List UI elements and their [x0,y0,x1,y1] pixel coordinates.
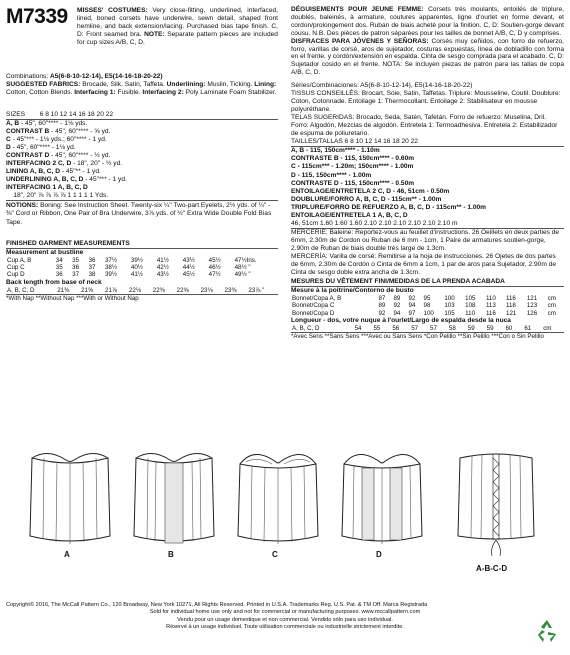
table-row: A, B, C, D 21⅜ 21⅝ 21⅞ 22⅛ 22⅜ 22⅝ 23⅛ 23⅜ 23⅞ " [7,286,265,294]
header-block [6,6,278,56]
back-length-table [6,287,278,295]
table-row: Bonnet/Copa A, B 87 89 92 95 100 105 110 116 121 cm [292,294,556,302]
yardage-row: A, B - 115, 150cm**** - 1.10m [291,147,380,155]
copyright: Copyright© 2016, The McCall Pattern Co., 120 Broadway, New York 10271, All Rights Reserved. Printed in U.S.A. Trademarks Reg. U.S. Pat. & TM Off. Marca Registrada [6,602,428,608]
underlining-label: Underlining: [166,81,206,89]
yardage-row: C - 45"*** - 1⅛ yds.; 60"**** - 1 yd. [6,136,107,144]
yardage-row: UNDERLINING A, B, C, D - 45"*** - 1 yd. [6,176,127,184]
interfacing2-text: Poly Laminate Foam Stabilizer. [185,89,277,97]
yardage-row: 18", 20" ⅞ ⅞ ⅞ ⅞ 1 1 1 1 1 Yds. [6,192,278,201]
yardage-row: INTERFACING 1 A, B, C, D [6,184,88,192]
measurements-title-fr: MESURES DU VÊTEMENT FINI/MEDIDAS DE LA PRENDA ACABADA [291,277,505,285]
view-illustrations [6,444,564,584]
footer [6,602,564,631]
yardage-row: LINING A, B, C, D - 45"** - 1 yd. [6,168,101,176]
mercerie: MERCERIE: Baleine: Reportez-vous au feuillet d'instructions. 26 Oeillets en deux parties de 6mm, 2.30m de Cordon ou Ruban de 6 mm - 1cm, 1 Paire de armatures soutien-gorge, 2.90m de Ruban de biais double très large de 1.3cm. [291,228,560,252]
yardage-row: CONTRAST B - 45", 60"**** - ⅝ yd. [6,128,111,136]
spanish-description [291,38,564,78]
bustline-label-fr: Mesure à la poitrine/Contorno de busto [291,286,414,294]
notions-label: NOTIONS: [6,202,39,210]
french-description [291,6,564,38]
french-spanish-column [291,6,564,341]
yardage-row: CONTRASTE B - 115, 150cm**** - 0.60m [291,155,415,163]
yardage-row: ENTOILAGE/ENTRETELA 1 A, B, C, D [291,211,408,219]
bustline-table-fr [291,295,564,317]
lining-text: Cotton, Cotton Blends. [6,89,73,97]
english-column [6,6,278,302]
footer-line: Vendu pour un usage domestique et non commercial. Vendido sólo para uso individual. [177,616,393,623]
merceria: MERCERÍA: Varilla de corsé: Remitirse a la hoja de instrucciones. 26 Ojetes de dos partes de 6mm, 2.30m de Cordón o Cinta de 6mm a 1cm, 1 par de aros para Sujetador, 2.90m de Cinta de sesgo doble extra ancha de 1.3cm. [291,252,556,276]
yardage-row: C - 115cm*** - 1.20m; 150cm**** - 1.00m [291,163,414,171]
interfacing1-label: Interfacing 1: [74,89,116,97]
yardage-row: D - 115, 150cm**** - 1.00m [291,171,372,179]
notions [6,202,278,226]
nap-note-fr: *Avec Sens **Sans Sens ***Avec ou Sans Sens *Con Pelillo **Sin Pelillo ***Con o Sin Pelillo [291,333,544,341]
corset-view-a [24,444,116,549]
finished-measurements-fr [291,278,564,341]
combinations-fr: Séries/Combinaciones: A5(6-8-10-12-14), E5(14-16-18-20-22) [291,82,473,90]
bustline-label: Measurement at bustline [6,248,84,256]
table-row: Bonnet/Copa D 92 94 97 100 105 110 116 121 126 cm [292,309,556,317]
spanish-fabrics: TELAS SUGERIDAS: Brocado, Seda, Satén, Tafetán. Forro de refuerzo: Muselina, Dril. Forro: Algodón, Mezclas de algodón. Entretela 1: Termoadhesiva. Entretela 2: Estabilizador de espuma de poliuretano. [291,114,558,138]
table-row: A, B, C, D 54 55 56 57 57 58 59 59 60 61 cm [292,324,552,332]
lining-label: Lining: [254,81,277,89]
view-label-b: B [168,550,174,559]
nap-note: *With Nap **Without Nap ***With or Without Nap [6,294,139,302]
finished-measurements [6,240,278,303]
combinations-label: Combinations: [6,73,49,80]
table-row: Bonnet/Copa C 89 92 94 98 103 108 113 118 123 cm [292,302,556,310]
fabrics-text: Brocade, Silk, Satin, Taffeta. [82,81,165,89]
note-text: Separate pattern pieces are included for cup sizes A/B, C, D. [77,30,278,46]
spanish-title: DISFRACES PARA JÓVENES Y SEÑORAS: [291,37,429,45]
yardage-row: D - 45", 60"**** - 1⅛ yd. [6,144,76,152]
notions-text: Boning: See Instruction Sheet. Twenty-six ¼" Two-part Eyelets, 2½ yds. of ¼" - ⅜" Cord or Ribbon, One Pair of Bra Underwire, 3⅞ yds. of ½" Extra Wide Double Fold Bias Tape. [6,202,272,226]
yardage-row: TAILLES/TALLAS 6 8 10 12 14 16 18 20 22 [291,138,564,147]
yardage-row: DOUBLURE/FORRO A, B, C, D - 115cm** - 1.00m [291,195,442,203]
french-text: Corsets très moulants, entoilés de triplure, doublés, baleinés, à armature, coutures apparentes, ligne d'ourlet en forme devant, et cordon/prolongement dos. Ruban de biais acheté pour la finition. C, D: Soutien-gorge devant cousu. N.B. Des pièces de patron séparées pour les tailles de bonnet A/B, C, D y comprises. [291,6,564,37]
footer-line: Sold for individual home use only and not for commercial or manufacturing purposes. www.mccallpattern.com [149,609,421,616]
yardage-row: CONTRAST D - 45", 60"**** - ½ yd. [6,152,111,160]
yardage-chart [6,111,278,201]
corset-back-view [450,444,542,559]
back-length-table-fr [291,325,564,333]
interfacing2-label: Interfacing 2: [142,89,184,97]
combinations-value: A5(6-8-10-12-14), E5(14-16-18-20-22) [50,73,163,80]
fabrics-label: SUGGESTED FABRICS: [6,81,81,89]
underlining-text: Muslin, Ticking. [207,81,253,89]
description [77,7,278,47]
view-label-back: A-B-C-D [476,564,508,573]
yardage-row: A, B - 45", 60"**** - 1⅛ yds. [6,120,88,128]
combinations [6,73,278,81]
yardage-row: ENTOILAGE/ENTRETELA 2 C, D - 46, 51cm - 0.50m [291,187,450,195]
view-label-d: D [376,550,382,559]
suggested-fabrics [6,81,278,97]
yardage-row: SIZES 6 8 10 12 14 16 18 20 22 [6,111,278,120]
corset-view-c [232,444,324,549]
view-label-c: C [272,550,278,559]
metric-yardage-chart [291,138,564,228]
french-title: DÉGUISEMENTS POUR JEUNE FEMME: [291,6,424,13]
corset-view-d [336,444,428,549]
measurements-title: FINISHED GARMENT MEASUREMENTS [6,239,130,247]
yardage-row: 46, 51cm 1.60 1.60 1.60 2.10 2.10 2.10 2.10 2.10 2.10 m [291,220,564,229]
french-fabrics: TISSUS CONSEILLÉS: Brocart, Soie, Satin, Taffetas. Triplure: Mousseline, Coutil. Doublure: Coton, Cotonnade. Entoilage 1: Thermocollant. Entoilage 2: Stabilisateur en mousse polyuréthane. [291,90,561,114]
spanish-text: Corsés muy ceñidos, con forro de refuerzo, forro, varillas de corsé, aros de sujetador, costuras expuestas, línea de dobladillo con forma en el frente, y cordón/extensión en espalda. Cinta de sesgo comprada para el acabado. C, D: Sujetador cosido en el frente. NOTA: Se incluyen piezas de patrón para las tallas de copa A/B, C, D. [291,37,564,77]
view-label-a: A [64,550,70,559]
recycle-icon [534,618,560,644]
back-length-label: Back length from base of neck [6,278,102,286]
yardage-row: CONTRASTE D - 115, 150cm**** - 0.50m [291,179,415,187]
yardage-row: INTERFACING 2 C, D - 18", 20" - ½ yd. [6,160,123,168]
table-row: Cup D 36 37 38 39½ 41½ 43½ 45½ 47½ 49½ " [7,271,251,279]
interfacing1-text: Fusible. [117,89,141,97]
table-row: Cup C 35 36 37 38½ 40½ 42½ 44½ 46½ 48½ " [7,263,251,271]
description-text: Very close-fitting, underlined, interfaced, lined, boned corsets have underwire, sewn detail, shaped front hemline, and back extension/lacing. Purchased bias tape finish. C, D: Front seamed bra. [77,7,278,38]
bustline-table [6,257,278,279]
corset-view-b [128,444,220,549]
note-label: NOTE: [144,30,165,38]
pattern-number: M7339 [6,5,68,28]
table-row: Cup A, B 34 35 36 37½ 39½ 41½ 43½ 45½ 47½Ins. [7,256,257,264]
description-title: MISSES' COSTUMES: [77,7,148,14]
footer-line: Réservé à un usage individuel. Toute utilisation commerciale ou industrielle strictement interdite. [166,623,404,630]
yardage-row: TRIPLURE/FORRO DE REFUERZO A, B, C, D - 115cm** - 1.00m [291,203,487,211]
back-length-label-fr: Longueur - dos, votre nuque à l'ourlet/Largo de espalda desde la nuca [291,316,511,324]
